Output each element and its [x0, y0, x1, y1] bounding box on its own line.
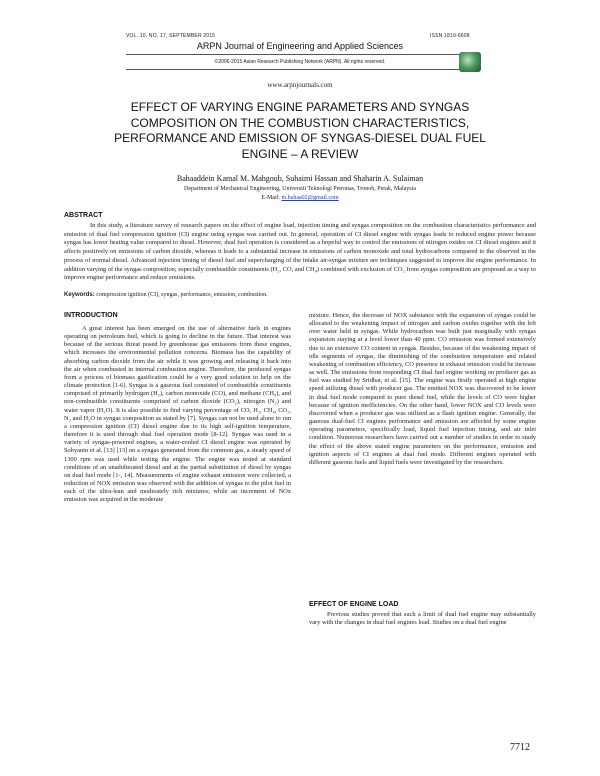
affiliation: Department of Mechanical Engineering, Universiti Teknologi Petronas, Tronoh, Perak, Malaysia	[184, 186, 416, 192]
journal-name: ARPN Journal of Engineering and Applied Sciences	[196, 41, 404, 51]
article-title	[80, 100, 520, 162]
introduction-text: A great interest has been emerged on the use of alternative fuels in engines operating on petroleum fuel, which is going to decline in the future. That interest was because of the serious threat posed by greenhouse gas emissions from these engines, which increases the environmental pollution concerns. Biomass has the capability of absorbing carbon dioxide from the air while it was growing and releasing it back into the air when combusted in internal combustion engine. Therefore, the produced syngas from a process of biomass gasification could be a very good solution to help on the climate protection [1-6]. Syngas is a gaseous fuel consisted of combustible constituents comprised of primarily hydrogen (H₂), carbon monoxide (CO), and methane (CH₄), and non-combustible constituents comprised of carbon dioxide (CO₂), nitrogen (N₂) and water vapor (H₂O). It is also possible to find varying percentage of CO, H₂, CH₄, CO₂, N₂ and H₂O in syngas composition as stated by [7]. Syngas can not be used alone to run a compression ignition (CI) diesel engine due to its high self-ignition temperature, therefore it is used through dual fuel operation mode [8-12]. Syngas was used in a variety of syngas-powered engines, a water-cooled CI diesel engine was operated by Sobyanin et al. [13] [13] on a syngas generated from the common gas, a steady speed of 1300 rpm was used while testing the engine. The engine was tested at standard conditions of an unadulterated diesel and at the partial substitution of diesel by syngas on dual fuel mode [1-, 14]. Measurements of engine exhaust emission were collected, a reduction of NOX emission was observed with the addition of syngas to the pilot fuel in each of the ultra-lean and moderately rich mixtures; while an increment of NOx emission was acquired in the moderate	[64, 325, 291, 504]
title-line: COMPOSITION ON THE COMBUSTION CHARACTERISTICS,	[130, 115, 470, 130]
author-list: Bahaaddein Kamal M. Mahgoub, Suhaimi Hassan and Shaharin A. Sulaiman	[176, 174, 424, 183]
journal-url[interactable]: www.arpnjournals.com	[267, 81, 333, 89]
header-rule	[126, 54, 472, 55]
abstract-heading: ABSTRACT	[64, 212, 103, 219]
introduction-heading: INTRODUCTION	[64, 312, 118, 319]
title-line: EFFECT OF VARYING ENGINE PARAMETERS AND SYNGAS	[130, 100, 470, 114]
issn: ISSN 1819-6608	[430, 33, 470, 39]
right-column-text: mixture. Hence, the decrease of NOX substance with the expansion of syngas could be allocated to the weakening impact of nitrogen and carbon oxides together with the left over water held in syngas. While hydrocarbon was built just marginally with syngas expansion staying at a level lower than 40 ppm. CO emission was formed extensively due to an extensive CO content in syngas. Besides, because of the weakening impact of idle segments of syngas, the diminishing of the combustion temperature and related weakening of combustion efficiency, CO presence in exhaust emission could be increase as well. The emissions from responding CI dual fuel engine working on producer gas as fuel was studied by Sridhar, et al. [15]. The engine was firstly operated at high engine speed utilizing diesel with producer gas. The emitted NOX was discovered to be lower in dual fuel mode compared to pure diesel fuel, while the levels of CO were higher because of ignition inefficiencies. On the other hand, lower NOX and CO levels were discovered when a producer gas was utilized as a flash ignition engine. Generally, the gaseous dual-fuel CI engines performance and emission are affected by some engine operating parameters, specifically load, liquid fuel injection timing, and air inlet condition. Numerous researchers have carried out a number of studies in order to study the effect of the above stated engine parameters on the performance, emission and ignition aspects of CI engines at dual fuel mode. Different engines operated with different gaseous fuels and liquid fuels were investigated by the researchers.	[309, 312, 536, 466]
email-link[interactable]: m.bahaa02@gmail.com	[281, 195, 339, 201]
keywords-label: Keywords:	[64, 292, 95, 298]
engine-load-heading: EFFECT OF ENGINE LOAD	[309, 601, 399, 608]
keywords-text: compression ignition (CI), syngas, performance, emission, combustion.	[96, 292, 268, 298]
page-number: 7712	[510, 742, 530, 753]
header-rule-bottom	[126, 69, 472, 70]
volume-line: VOL. 10, NO. 17, SEPTEMBER 2015	[126, 33, 216, 39]
author-email	[0, 195, 600, 201]
title-line: ENGINE – A REVIEW	[241, 146, 359, 161]
arpn-logo-icon	[459, 52, 481, 72]
title-line: PERFORMANCE AND EMISSION OF SYNGAS-DIESEL DUAL FUEL	[114, 131, 486, 145]
email-label: E-Mail:	[261, 195, 280, 201]
keywords	[64, 292, 536, 298]
abstract-text: In this study, a literature survey of research papers on the effect of engine load, injection timing and syngas composition on the combustion characteristics performance and emission of dual fuel compression ignition (CI) engine using syngas was carried out. In general, operation of CI diesel engine with syngas leads to reduced engine power because syngas has lower heating value compared to diesel. However, dual fuel operation is considered as a hopeful way to control the emissions of nitrogen oxides on CI diesel engines and it affects positively on emissions of carbon dioxide, whereas it leads to a substantial increase in emissions of carbon monoxide and total hydrocarbons compared to the observed in the process of normal diesel. Advanced injection timing of diesel fuel and supercharging of the intake air-syngas mixture are techniques suggested to improve the engine performance. In addition varying of the syngas composition; especially combustible constituents (H₂, CO, and CH₄) combined with exclusion of CO₂ from syngas composition are proposed as a way to improve engine performance and reduce emissions.	[64, 222, 536, 282]
engine-load-text: Previous studies proved that such a limit of dual fuel engine may substantially vary with the changes in dual fuel engines load. Studies on a dual fuel engine	[309, 611, 536, 627]
copyright-notice: ©2006-2015 Asian Research Publishing Network (ARPN). All rights reserved.	[214, 59, 386, 65]
